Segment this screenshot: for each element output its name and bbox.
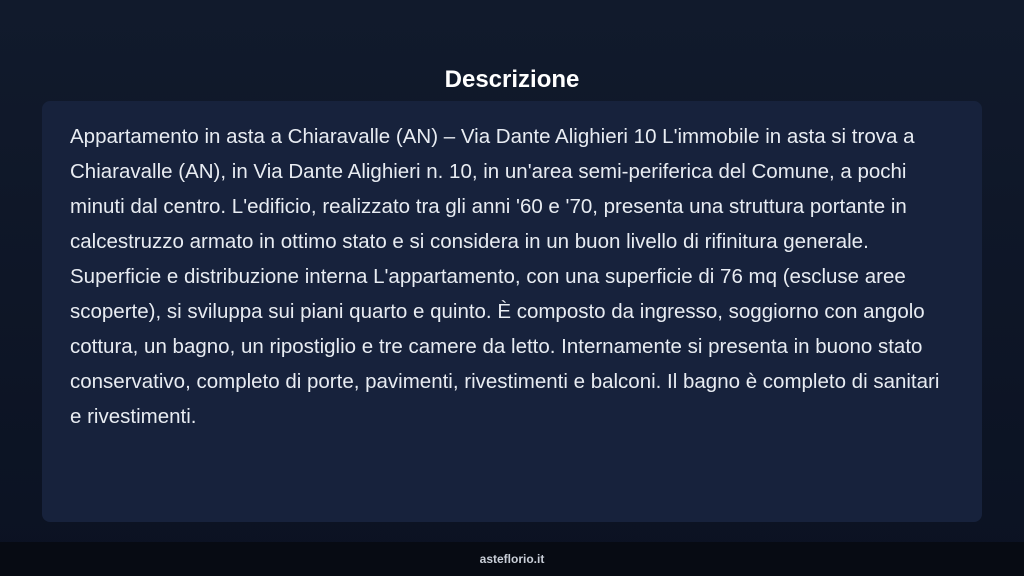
footer-bar [0,542,1024,576]
footer-brand: asteflorio.it [479,552,545,566]
description-text: Appartamento in asta a Chiaravalle (AN) – Via Dante Alighieri 10 L'immobile in asta si trova a Chiaravalle (AN), in Via Dante Alighieri n. 10, in un'area semi-periferica del Comune, a pochi minuti dal centro. L'edificio, realizzato tra gli anni '60 e '70, presenta una struttura portante in calcestruzzo armato in ottimo stato e si considera in un buon livello di rifinitura generale. Superficie e distribuzione interna L'appartamento, con una superficie di 76 mq (escluse aree scoperte), si sviluppa sui piani quarto e quinto. È composto da ingresso, soggiorno con angolo cottura, un bagno, un ripostiglio e tre camere da letto. Internamente si presenta in buono stato conservativo, completo di porte, pavimenti, rivestimenti e balconi. Il bagno è completo di sanitari e rivestimenti. [70,125,940,428]
description-card [42,101,982,522]
page-title: Descrizione [444,66,580,94]
